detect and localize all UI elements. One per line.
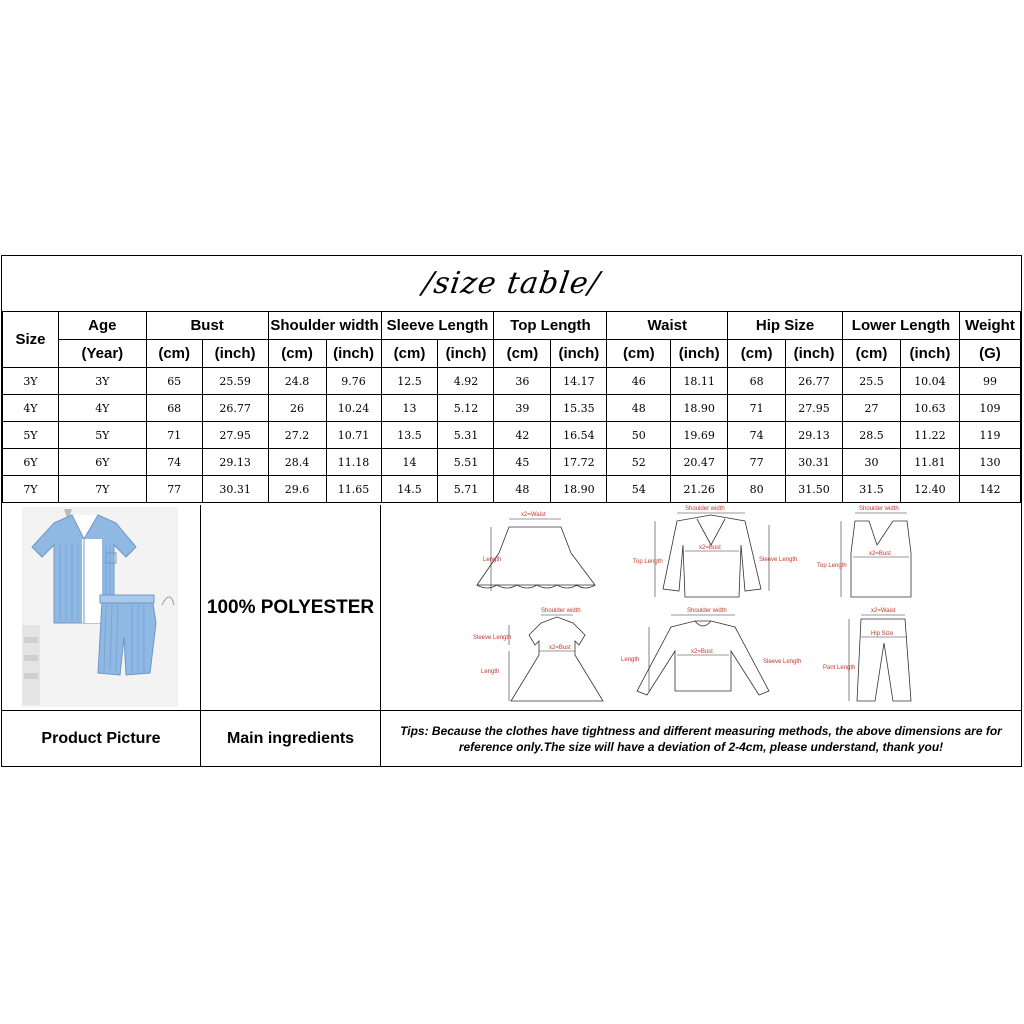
table-cell: 25.59 — [202, 368, 268, 395]
unit-cell: (G) — [959, 340, 1020, 368]
table-cell: 46 — [607, 368, 671, 395]
table-cell: 10.24 — [326, 395, 381, 422]
table-cell: 10.71 — [326, 422, 381, 449]
table-cell: 99 — [959, 368, 1020, 395]
info-section — [2, 505, 1021, 766]
dress-shoulder-label: Shoulder width — [541, 608, 581, 614]
vest-diagram — [817, 506, 911, 597]
unit-cell: (cm) — [146, 340, 202, 368]
table-cell: 24.8 — [268, 368, 326, 395]
table-cell: 25.5 — [843, 368, 901, 395]
header-hip-size: Hip Size — [728, 312, 843, 340]
dress-length-label: Length — [481, 669, 500, 675]
table-cell: 14 — [381, 449, 438, 476]
table-row — [3, 395, 1021, 422]
measurement-diagram-svg — [381, 505, 1021, 710]
table-cell: 45 — [494, 449, 551, 476]
tee-length-label: Length — [621, 657, 640, 663]
product-photo-illustration — [2, 505, 200, 710]
header-weight: Weight — [959, 312, 1020, 340]
table-cell: 5Y — [58, 422, 146, 449]
unit-cell: (inch) — [551, 340, 607, 368]
header-size: Size — [3, 312, 59, 368]
table-cell: 14.5 — [381, 476, 438, 503]
table-cell: 18.90 — [671, 395, 728, 422]
table-cell: 7Y — [3, 476, 59, 503]
unit-cell: (cm) — [381, 340, 438, 368]
jacket-sleeve-label: Sleeve Length — [759, 557, 798, 563]
table-cell: 11.18 — [326, 449, 381, 476]
table-cell: 12.40 — [900, 476, 959, 503]
table-cell: 77 — [146, 476, 202, 503]
table-cell: 27 — [843, 395, 901, 422]
pants-waist-label: x2=Waist — [871, 608, 896, 614]
jacket-shoulder-label: Shoulder width — [685, 506, 725, 512]
size-chart — [1, 255, 1022, 767]
dress-bust-label: x2=Bust — [549, 645, 571, 651]
pants-hip-label: Hip Size — [871, 631, 894, 637]
table-cell: 39 — [494, 395, 551, 422]
table-cell: 68 — [146, 395, 202, 422]
table-cell: 29.6 — [268, 476, 326, 503]
table-cell: 28.4 — [268, 449, 326, 476]
table-cell: 119 — [959, 422, 1020, 449]
unit-cell: (Year) — [58, 340, 146, 368]
table-cell: 18.11 — [671, 368, 728, 395]
table-cell: 48 — [494, 476, 551, 503]
table-cell: 13 — [381, 395, 438, 422]
table-cell: 27.95 — [786, 395, 843, 422]
table-cell: 26.77 — [786, 368, 843, 395]
unit-cell: (inch) — [326, 340, 381, 368]
skirt-length-label: Length — [483, 557, 502, 563]
unit-cell: (inch) — [202, 340, 268, 368]
table-cell: 3Y — [3, 368, 59, 395]
table-cell: 31.5 — [843, 476, 901, 503]
pants-length-label: Pant Length — [823, 665, 856, 671]
jacket-diagram — [633, 506, 797, 597]
table-cell: 71 — [728, 395, 786, 422]
table-cell: 18.90 — [551, 476, 607, 503]
table-cell: 5.51 — [438, 449, 494, 476]
table-cell: 48 — [607, 395, 671, 422]
size-table-title: /size table/ — [420, 266, 603, 301]
table-cell: 4Y — [58, 395, 146, 422]
table-cell: 65 — [146, 368, 202, 395]
table-cell: 26 — [268, 395, 326, 422]
product-picture — [2, 505, 201, 710]
table-cell: 7Y — [58, 476, 146, 503]
unit-cell: (cm) — [268, 340, 326, 368]
jacket-bust-label: x2=Bust — [699, 545, 721, 551]
table-row — [3, 449, 1021, 476]
table-cell: 31.50 — [786, 476, 843, 503]
table-cell: 15.35 — [551, 395, 607, 422]
header-lower-length: Lower Length — [843, 312, 960, 340]
table-cell: 54 — [607, 476, 671, 503]
table-cell: 29.13 — [786, 422, 843, 449]
table-cell: 5.12 — [438, 395, 494, 422]
table-cell: 30.31 — [786, 449, 843, 476]
table-cell: 27.95 — [202, 422, 268, 449]
table-cell: 4.92 — [438, 368, 494, 395]
table-cell: 74 — [146, 449, 202, 476]
table-cell: 20.47 — [671, 449, 728, 476]
jacket-top-length-label: Top Length — [633, 559, 663, 565]
unit-cell: (inch) — [671, 340, 728, 368]
table-cell: 71 — [146, 422, 202, 449]
table-cell: 68 — [728, 368, 786, 395]
table-cell: 16.54 — [551, 422, 607, 449]
table-cell: 50 — [607, 422, 671, 449]
vest-bust-label: x2=Bust — [869, 551, 891, 557]
table-row — [3, 476, 1021, 503]
table-cell: 29.13 — [202, 449, 268, 476]
table-cell: 21.26 — [671, 476, 728, 503]
table-row — [3, 368, 1021, 395]
pants-diagram — [823, 608, 911, 701]
tee-diagram — [621, 608, 801, 695]
table-cell: 5.31 — [438, 422, 494, 449]
table-cell: 11.22 — [900, 422, 959, 449]
header-row-units — [3, 340, 1021, 368]
dress-sleeve-label: Sleeve Length — [473, 635, 512, 641]
dress-diagram — [473, 608, 603, 701]
header-sleeve-length: Sleeve Length — [381, 312, 494, 340]
table-cell: 27.2 — [268, 422, 326, 449]
header-top-length: Top Length — [494, 312, 607, 340]
table-cell: 28.5 — [843, 422, 901, 449]
table-cell: 9.76 — [326, 368, 381, 395]
table-row — [3, 422, 1021, 449]
size-table — [2, 311, 1021, 503]
table-cell: 77 — [728, 449, 786, 476]
table-cell: 36 — [494, 368, 551, 395]
table-cell: 52 — [607, 449, 671, 476]
table-cell: 4Y — [3, 395, 59, 422]
table-cell: 10.04 — [900, 368, 959, 395]
vest-top-length-label: Top Length — [817, 563, 847, 569]
unit-cell: (cm) — [728, 340, 786, 368]
header-shoulder-width: Shoulder width — [268, 312, 381, 340]
vest-shoulder-label: Shoulder width — [859, 506, 899, 512]
tee-sleeve-label: Sleeve Length — [763, 659, 802, 665]
main-ingredients-label: Main ingredients — [201, 711, 381, 766]
tips-text: Tips: Because the clothes have tightness and different measuring methods, the above dimensions are for reference only.The size will have a deviation of 2-4cm, please understand, thank you! — [400, 723, 1002, 754]
table-cell: 109 — [959, 395, 1020, 422]
table-cell: 74 — [728, 422, 786, 449]
table-cell: 6Y — [3, 449, 59, 476]
header-bust: Bust — [146, 312, 268, 340]
skirt-waist-label: x2=Waist — [521, 512, 546, 518]
table-cell: 3Y — [58, 368, 146, 395]
table-cell: 42 — [494, 422, 551, 449]
unit-cell: (cm) — [494, 340, 551, 368]
table-cell: 130 — [959, 449, 1020, 476]
table-cell: 19.69 — [671, 422, 728, 449]
material-value: 100% POLYESTER — [201, 505, 381, 710]
table-cell: 26.77 — [202, 395, 268, 422]
table-cell: 14.17 — [551, 368, 607, 395]
unit-cell: (cm) — [843, 340, 901, 368]
table-cell: 142 — [959, 476, 1020, 503]
measurement-diagrams — [381, 505, 1021, 710]
tee-bust-label: x2=Bust — [691, 649, 713, 655]
header-age: Age — [58, 312, 146, 340]
tee-shoulder-label: Shoulder width — [687, 608, 727, 614]
table-cell: 6Y — [58, 449, 146, 476]
table-cell: 17.72 — [551, 449, 607, 476]
unit-cell: (inch) — [786, 340, 843, 368]
unit-cell: (inch) — [900, 340, 959, 368]
header-row-groups — [3, 312, 1021, 340]
table-cell: 12.5 — [381, 368, 438, 395]
unit-cell: (inch) — [438, 340, 494, 368]
product-picture-label: Product Picture — [2, 711, 201, 766]
table-cell: 11.65 — [326, 476, 381, 503]
header-waist: Waist — [607, 312, 728, 340]
size-rows — [3, 368, 1021, 503]
table-cell: 5Y — [3, 422, 59, 449]
table-cell: 13.5 — [381, 422, 438, 449]
table-cell: 80 — [728, 476, 786, 503]
skirt-diagram — [477, 512, 595, 591]
table-cell: 30.31 — [202, 476, 268, 503]
table-cell: 10.63 — [900, 395, 959, 422]
size-table-title-row — [2, 256, 1021, 312]
table-cell: 30 — [843, 449, 901, 476]
unit-cell: (cm) — [607, 340, 671, 368]
table-cell: 5.71 — [438, 476, 494, 503]
table-cell: 11.81 — [900, 449, 959, 476]
